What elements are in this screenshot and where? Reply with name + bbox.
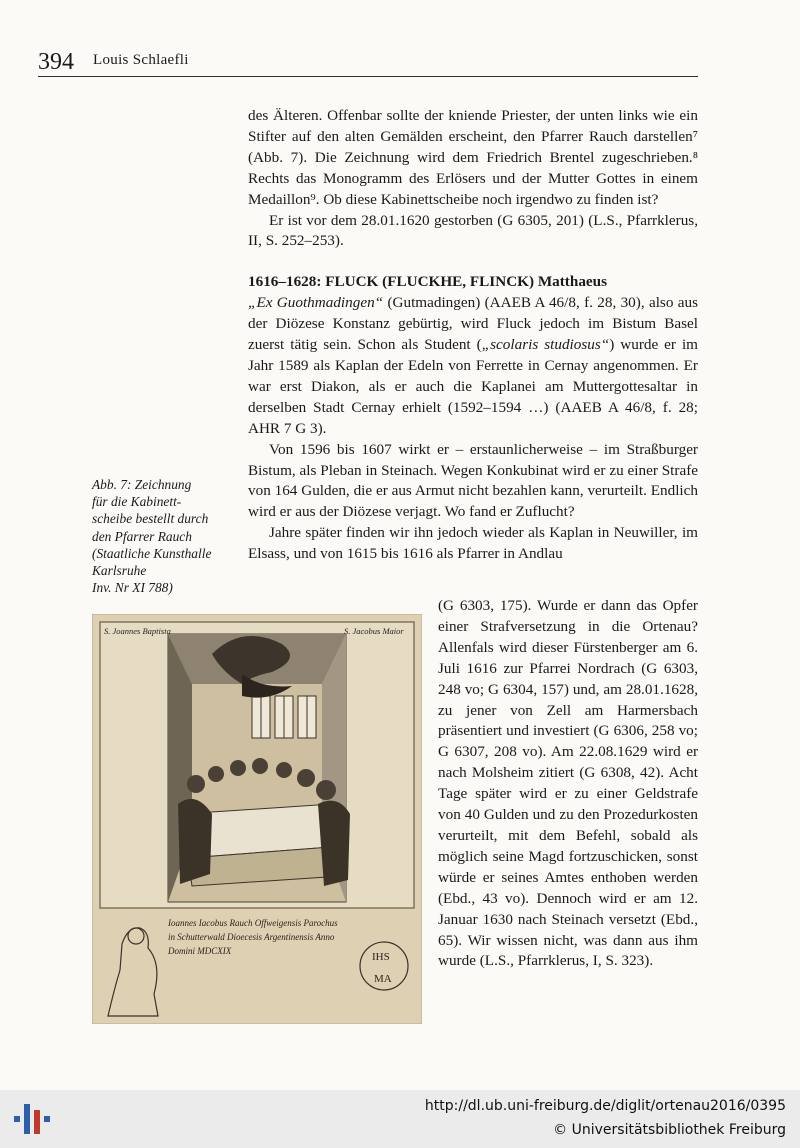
paragraph-text: (Gutmadingen) (AAEB A 46/8, f. 28, 30), also aus der Diözese Konstanz gebürtig, wird Fluck jedoch im Bistum Basel zuerst tätig sein. Schon als Student ( xyxy=(248,294,698,354)
paragraph-text: ) wurde er im Jahr 1589 als Kaplan der Edeln von Ferrette in Cernay angenommen. Er war erst Diakon, als er auch die Kaplanei am Muttergottesaltar in derselben Stadt Cernay erhielt (1592–1594 …) (AAEB A 46/8, f. 28; AHR 7 G 3). xyxy=(248,336,698,437)
monogram-ma: MA xyxy=(374,973,392,985)
intro-line: Kabinettscheibe noch irgendwo zu finden ist? xyxy=(380,190,659,208)
main-text-column xyxy=(248,106,698,565)
caption-line: (Staatliche Kunsthalle xyxy=(92,545,212,561)
section-paragraph-2: Von 1596 bis 1607 wirkt er – erstaunlicherweise – im Straßburger Bistum, als Pleban in Steinach. Wegen Konkubinat wird er zu einer Strafe von 164 Gulden, die er aus Armut nicht bezahlen kann, verurteilt. Endlich wird er aus der Diözese verjagt. Wo fand er Zuflucht? xyxy=(248,440,698,521)
intro-line: des Älteren. Offenbar sollte der kniende Priester, der unten xyxy=(248,107,619,124)
running-author: Louis Schlaefli xyxy=(93,52,189,68)
viewer-footer xyxy=(0,1090,800,1148)
document-url[interactable]: http://dl.ub.uni-freiburg.de/diglit/ortenau2016/0395 xyxy=(424,1098,786,1114)
caption-line: den Pfarrer Rauch xyxy=(92,528,192,544)
wrapped-text-column: (G 6303, 175). Wurde er dann das Opfer einer Strafversetzung in die Ortenau? Allenfals wird dieser Fürstenberger am 6. Juli 1616 zur Pfarrei Nordrach (G 6303, 248 vo; G 6304, 157) und, am 28.01.1628, zu jener von Zell am Harmersbach präsentiert und investiert (G 6306, 258 vo; G 6307, 208 vo). Am 22.08.1629 wird er nach Molsheim zitiert (G 6308, 42). Acht Tage später wird er zu einer Geldstrafe von 40 Gulden und zu den Prozedurkosten verurteilt, mit dem Befehl, sobald als möglich seine Magd fortzuschicken, sonst würde er seines Amtes enthoben werden (Ebd., 43 vo). Dennoch wird er am 12. Januar 1630 nach Steinach versetzt (Ebd., 65). Wir wissen nicht, was dann aus ihm wurde (L.S., Pfarrklerus, I, S. 323). xyxy=(438,597,698,970)
inscription-line: in Schutterwald Dioecesis Argentinensis Anno xyxy=(168,932,335,942)
saint-label-right: S. Jacobus Maior xyxy=(344,626,404,636)
saint-label-left: S. Joannes Baptista xyxy=(104,626,171,636)
inscription-line: Ioannes Iacobus Rauch Offweigensis Parochus xyxy=(168,918,338,928)
latin-quote: „scolaris studiosus“ xyxy=(481,336,610,354)
inscription-line: Domini MDCXIX xyxy=(168,946,232,956)
library-logo-icon xyxy=(12,1100,52,1138)
intro-line: Pfarrer Rauch darstellen⁷ (Abb. 7). Die Zeichnung wird dem xyxy=(248,127,698,166)
intro-paragraph xyxy=(248,106,698,211)
caption-line: Inv. Nr XI 788) xyxy=(92,580,173,596)
intro-line: Erlösers und der Mutter Gottes in einem Medaillon⁹. Ob diese xyxy=(248,169,698,208)
latin-quote: „Ex Guothmadingen“ xyxy=(248,294,384,312)
intro-line: Friedrich Brentel zugeschrieben.⁸ Rechts das Monogramm des xyxy=(248,148,699,187)
death-paragraph: Er ist vor dem 28.01.1620 gestorben (G 6305, 201) (L.S., Pfarrklerus, II, S. 252–253). xyxy=(248,211,698,250)
monogram-ihs: IHS xyxy=(372,951,390,963)
caption-line: scheibe bestellt durch xyxy=(92,511,209,527)
running-header xyxy=(38,48,698,77)
intro-line: links wie ein Stifter auf den alten Gemälden erscheint, den xyxy=(248,107,698,145)
section-paragraph-3: Jahre später finden wir ihn jedoch wieder als Kaplan in Neuwiller, im Elsass, und von 1615 bis 1616 als Pfarrer in Andlau xyxy=(248,524,698,563)
section-paragraph-1 xyxy=(248,293,698,439)
caption-line: Karlsruhe xyxy=(92,563,147,579)
section-heading: 1616–1628: FLUCK (FLUCKHE, FLINCK) Matthaeus xyxy=(248,273,608,291)
figure-caption xyxy=(92,476,242,596)
kabinettscheibe-drawing xyxy=(92,614,422,1024)
copyright-notice: © Universitätsbibliothek Freiburg xyxy=(553,1122,786,1138)
page-number: 394 xyxy=(38,49,74,75)
caption-line: für die Kabinett- xyxy=(92,494,182,510)
caption-line: Abb. 7: Zeichnung xyxy=(92,477,192,492)
